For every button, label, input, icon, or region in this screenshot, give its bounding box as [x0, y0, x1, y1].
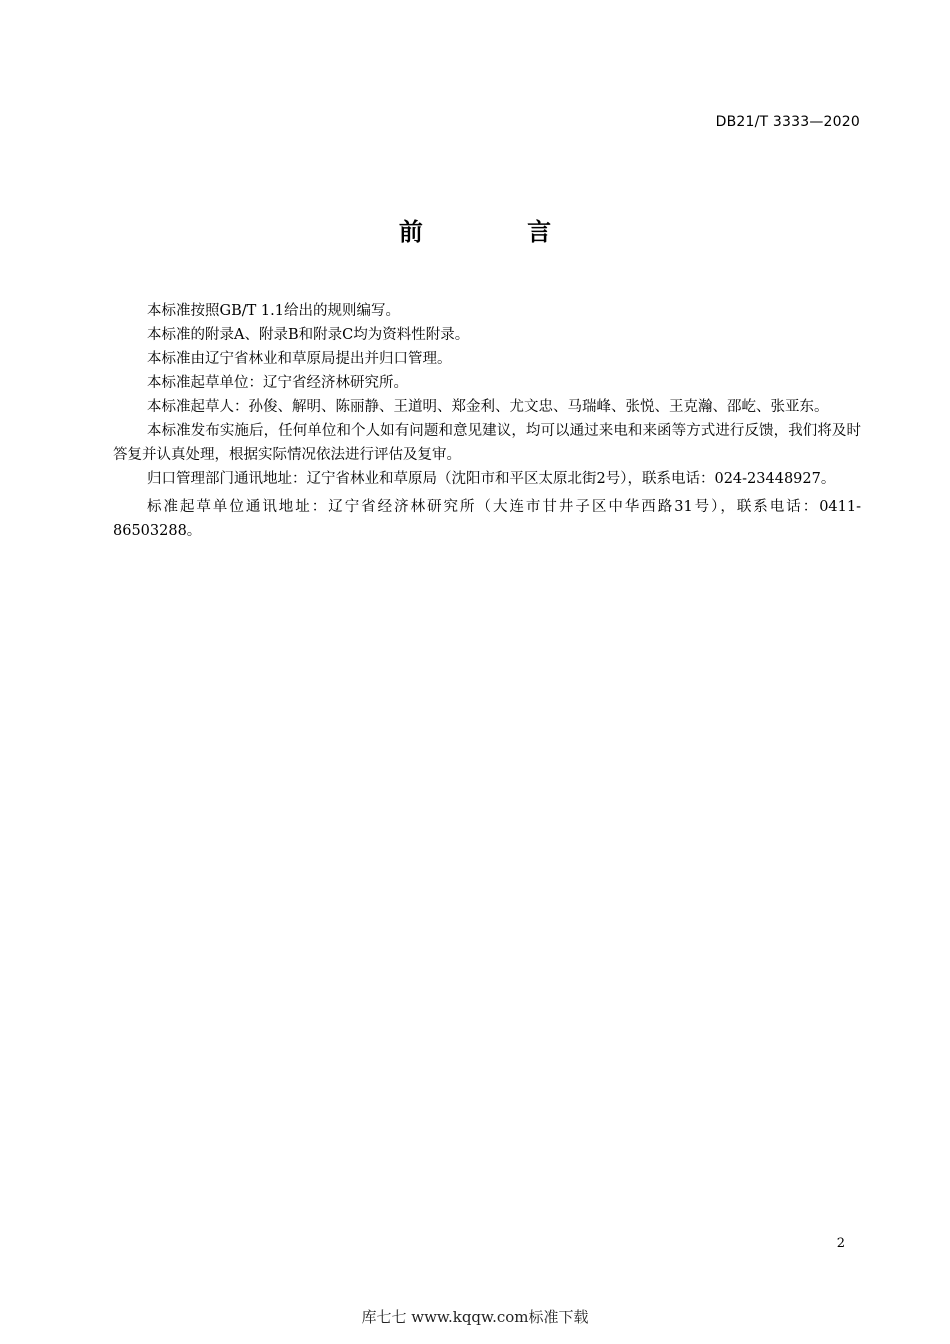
- document-code: DB21/T 3333—2020: [715, 114, 860, 130]
- page-number: 2: [836, 1236, 845, 1251]
- footer-watermark: 库七七 www.kqqw.com标准下载: [361, 1308, 589, 1326]
- paragraph-appendices: 本标准的附录A、附录B和附录C均为资料性附录。: [147, 327, 470, 343]
- foreword-body: [113, 299, 861, 543]
- paragraph-drafting-unit: 本标准起草单位：辽宁省经济林研究所。: [147, 375, 408, 391]
- paragraph-proposer: 本标准由辽宁省林业和草原局提出并归口管理。: [147, 351, 452, 367]
- paragraph-admin-address: 归口管理部门通讯地址：辽宁省林业和草原局（沈阳市和平区太原北街2号），联系电话：024-23448927。: [147, 471, 836, 487]
- paragraph-drafters: 本标准起草人：孙俊、解明、陈丽静、王道明、郑金利、尤文忠、马瑞峰、张悦、王克瀚、邵屹、张亚东。: [147, 399, 829, 415]
- paragraph-drafter-address: 标准起草单位通讯地址：辽宁省经济林研究所（大连市甘井子区中华西路31号），联系电话：0411-86503288。: [113, 499, 861, 539]
- paragraph-drafting-rules: 本标准按照GB/T 1.1给出的规则编写。: [147, 303, 400, 319]
- page-title: 前 言: [398, 218, 600, 246]
- paragraph-feedback: 本标准发布实施后，任何单位和个人如有问题和意见建议，均可以通过来电和来函等方式进行反馈，我们将及时答复并认真处理，根据实际情况依法进行评估及复审。: [113, 423, 861, 463]
